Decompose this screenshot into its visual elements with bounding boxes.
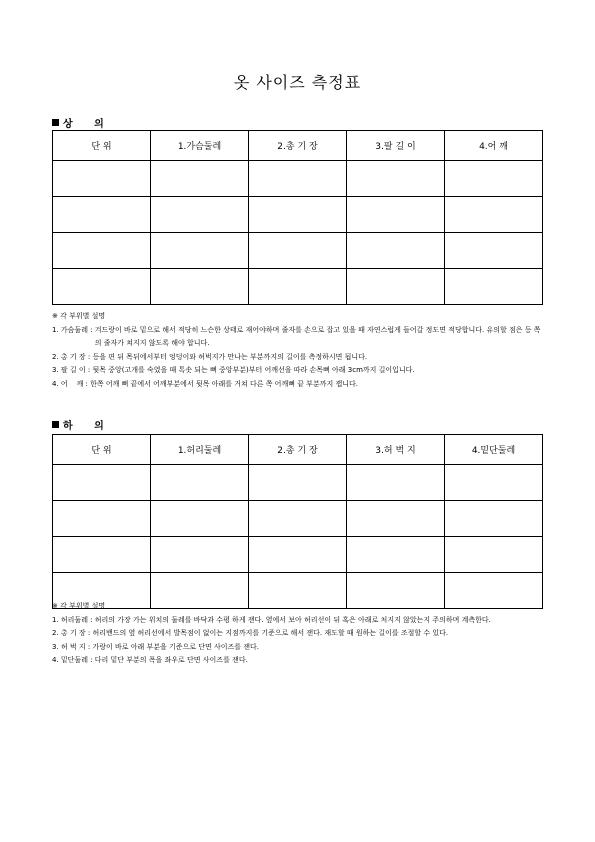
table-row — [53, 161, 543, 197]
table-cell[interactable] — [249, 465, 347, 501]
table-cell[interactable] — [445, 269, 543, 305]
square-bullet-icon — [52, 119, 59, 126]
note-label: 2. 총 기 장 : — [52, 352, 93, 361]
table-cell[interactable] — [347, 537, 445, 573]
column-header: 3.허 벅 지 — [347, 435, 445, 465]
table-cell[interactable] — [53, 161, 151, 197]
section-heading-bottom — [52, 417, 113, 432]
note-label: 4. 밑단둘레 : — [52, 656, 95, 664]
note-label: 2. 총 기 장 : — [52, 629, 93, 637]
table-header-row — [53, 435, 543, 465]
table-cell[interactable] — [249, 269, 347, 305]
note-text: 허리의 가장 가는 위치의 둘레를 바닥과 수평 하게 잰다. 옆에서 보아 허리선이 뒤 혹은 아래로 처지지 않았는지 주의하며 계측한다. — [94, 615, 491, 624]
table-cell[interactable] — [151, 197, 249, 233]
table-cell[interactable] — [53, 233, 151, 269]
table-cell[interactable] — [347, 161, 445, 197]
table-cell[interactable] — [151, 269, 249, 305]
note-label: 1. 가슴둘레 : — [52, 325, 95, 334]
section-title: 상 의 — [63, 119, 113, 130]
table-cell[interactable] — [347, 233, 445, 269]
note-text: 겨드랑이 바로 밑으로 해서 적당히 느슨한 상태로 재어야하며 줄자를 손으로 잡고 있을 때 자연스럽게 들어갈 정도면 적당합니다. 유의할 점은 등 쪽의 줄자가 쳐지지 않도록 해야 합니다. — [94, 325, 541, 347]
table-cell[interactable] — [53, 537, 151, 573]
note-item — [52, 654, 547, 668]
table-cell[interactable] — [445, 501, 543, 537]
table-cell[interactable] — [249, 161, 347, 197]
note-item — [52, 351, 547, 365]
table-cell[interactable] — [53, 197, 151, 233]
note-label: 4. 어 깨 : — [52, 379, 91, 388]
column-header: 2.총 기 장 — [249, 435, 347, 465]
top-notes — [52, 310, 547, 391]
table-cell[interactable] — [249, 501, 347, 537]
notes-heading: ※ 각 부위별 설명 — [52, 602, 106, 610]
note-text: 가랑이 바로 아래 부분을 기준으로 단면 사이즈를 잰다. — [92, 642, 260, 651]
table-cell[interactable] — [445, 233, 543, 269]
note-text: 한쪽 어깨 뼈 끝에서 어깨부분에서 뒷목 아래를 거쳐 다른 쪽 어깨뼈 끝 부분까지 잽니다. — [90, 379, 358, 388]
table-cell[interactable] — [445, 465, 543, 501]
table-cell[interactable] — [151, 465, 249, 501]
note-item — [52, 324, 547, 351]
table-cell[interactable] — [53, 501, 151, 537]
bottom-notes — [52, 600, 547, 668]
table-cell[interactable] — [347, 501, 445, 537]
table-row — [53, 233, 543, 269]
table-cell[interactable] — [151, 501, 249, 537]
table-header-row — [53, 131, 543, 161]
note-text: 허리밴드의 옆 허리선에서 발목점이 없이는 지점까지를 기준으로 해서 잰다. 재도할 때 원하는 길이를 조절할 수 있다. — [92, 629, 449, 637]
note-text: 다리 밑단 부분의 폭을 좌우로 단면 사이즈를 잰다. — [94, 656, 248, 664]
table-row — [53, 537, 543, 573]
table-cell[interactable] — [347, 197, 445, 233]
column-header: 2.총 기 장 — [249, 131, 347, 161]
table-cell[interactable] — [445, 161, 543, 197]
column-header: 4.어 깨 — [445, 131, 543, 161]
table-cell[interactable] — [151, 233, 249, 269]
column-header: 4.밑단둘레 — [445, 435, 543, 465]
top-size-table — [52, 130, 543, 305]
section-title: 하 의 — [63, 421, 113, 432]
table-cell[interactable] — [445, 197, 543, 233]
page-title: 옷 사이즈 측정표 — [233, 73, 362, 92]
square-bullet-icon — [52, 421, 59, 428]
note-item — [52, 641, 547, 655]
notes-heading: ※ 각 부위별 설명 — [52, 312, 106, 320]
column-header: 3.팔 길 이 — [347, 131, 445, 161]
table-row — [53, 197, 543, 233]
note-text: 뒷목 중앙(고개를 숙였을 때 톡솟 되는 뼈 중앙부분)부터 어깨선을 따라 손목뼈 아래 3cm까지 길이입니다. — [92, 366, 415, 374]
note-item — [52, 614, 547, 628]
table-cell[interactable] — [249, 537, 347, 573]
note-item — [52, 627, 547, 641]
section-heading-top — [52, 115, 113, 130]
table-cell[interactable] — [53, 269, 151, 305]
table-row — [53, 465, 543, 501]
table-row — [53, 269, 543, 305]
table-cell[interactable] — [445, 537, 543, 573]
note-label: 1. 허리둘레 : — [52, 615, 95, 624]
note-text: 등을 편 뒤 목뒤에서부터 엉덩이와 허벅지가 만나는 부분까지의 길이를 측정하시면 됩니다. — [92, 352, 368, 361]
bottom-size-table — [52, 434, 543, 609]
column-header: 단 위 — [53, 131, 151, 161]
table-cell[interactable] — [53, 465, 151, 501]
table-cell[interactable] — [249, 197, 347, 233]
column-header: 단 위 — [53, 435, 151, 465]
note-item — [52, 364, 547, 378]
table-cell[interactable] — [151, 537, 249, 573]
table-row — [53, 501, 543, 537]
note-item — [52, 378, 547, 392]
table-cell[interactable] — [151, 161, 249, 197]
note-label: 3. 팔 길 이 : — [52, 366, 93, 374]
table-cell[interactable] — [249, 233, 347, 269]
note-label: 3. 허 벅 지 : — [52, 642, 93, 651]
table-cell[interactable] — [347, 465, 445, 501]
column-header: 1.허리둘레 — [151, 435, 249, 465]
table-cell[interactable] — [347, 269, 445, 305]
column-header: 1.가슴둘레 — [151, 131, 249, 161]
